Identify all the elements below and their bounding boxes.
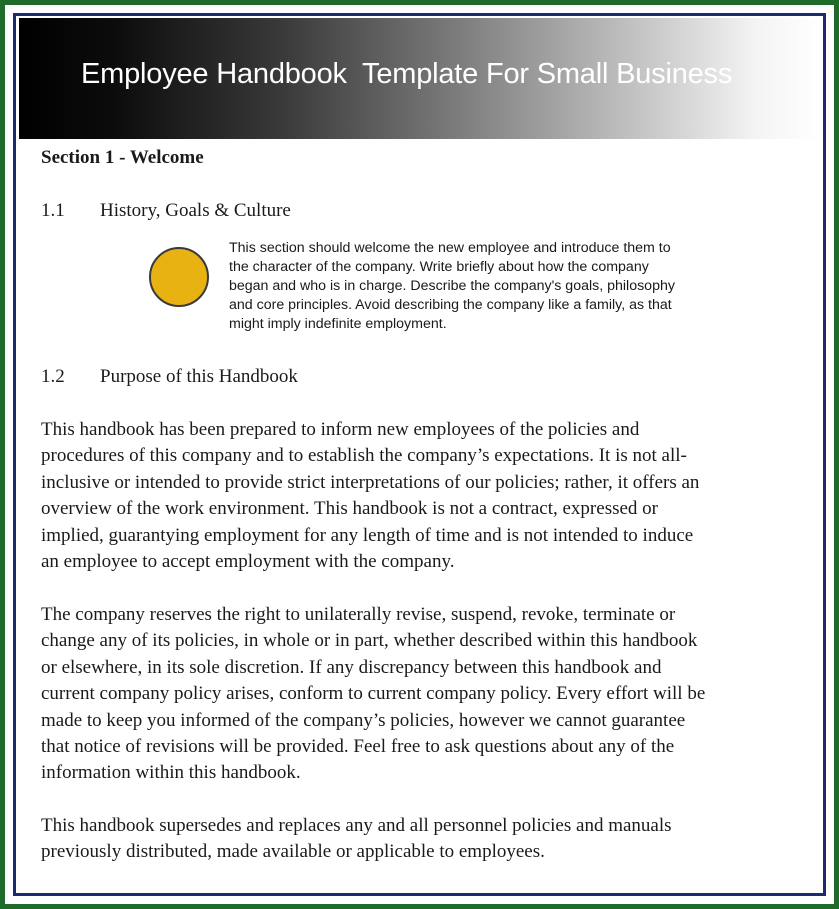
subsection-1-2-number: 1.2	[41, 366, 65, 387]
paragraph-purpose	[41, 417, 811, 575]
paragraph-line: overview of the work environment. This handbook is not a contract, expressed or	[41, 498, 658, 520]
paragraph-line: change any of its policies, in whole or in part, whether described within this handbook	[41, 630, 698, 652]
note-line: began and who is in charge. Describe the company's goals, philosophy	[229, 278, 675, 294]
paragraph-line: This handbook has been prepared to inform new employees of the policies and	[41, 419, 640, 440]
subsection-1-1-title: History, Goals & Culture	[100, 200, 291, 221]
paragraph-supersedes	[41, 813, 811, 866]
paragraph-line: This handbook supersedes and replaces any and all personnel policies and manuals	[41, 815, 672, 836]
paragraph-line: made to keep you informed of the company’s policies, however we cannot guarantee	[41, 709, 686, 731]
paragraph-line: procedures of this company and to establish the company’s expectations. It is not all-	[41, 445, 687, 467]
section-heading: Section 1 - Welcome	[41, 147, 204, 168]
instruction-note	[229, 239, 769, 334]
paragraph-revisions	[41, 602, 811, 787]
document-page	[19, 18, 821, 890]
note-line: This section should welcome the new employee and introduce them to	[229, 240, 671, 256]
title-banner	[19, 18, 821, 139]
paragraph-line: information within this handbook.	[41, 762, 301, 784]
paragraph-line: The company reserves the right to unilaterally revise, suspend, revoke, terminate or	[41, 604, 676, 625]
paragraph-line: that notice of revisions will be provided. Feel free to ask questions about any of the	[41, 736, 675, 758]
subsection-1-2-title: Purpose of this Handbook	[100, 366, 298, 387]
paragraph-line: inclusive or intended to provide strict interpretations of our policies; rather, it offers an	[41, 471, 700, 493]
subsection-1-1-number: 1.1	[41, 200, 65, 221]
note-marker-circle-icon	[149, 247, 209, 307]
paragraph-line: or elsewhere, in its sole discretion. If any discrepancy between this handbook and	[41, 656, 662, 678]
paragraph-line: an employee to accept employment with the company.	[41, 551, 455, 573]
note-line: might imply indefinite employment.	[229, 316, 447, 332]
note-line: and core principles. Avoid describing the company like a family, as that	[229, 297, 672, 313]
paragraph-line: implied, guarantying employment for any length of time and is not intended to induce	[41, 524, 694, 546]
note-line: the character of the company. Write briefly about how the company	[229, 259, 649, 275]
paragraph-line: previously distributed, made available or applicable to employees.	[41, 841, 545, 863]
banner-title: Employee Handbook Template For Small Business	[81, 58, 733, 90]
paragraph-line: current company policy arises, conform to current company policy. Every effort will be	[41, 683, 706, 705]
